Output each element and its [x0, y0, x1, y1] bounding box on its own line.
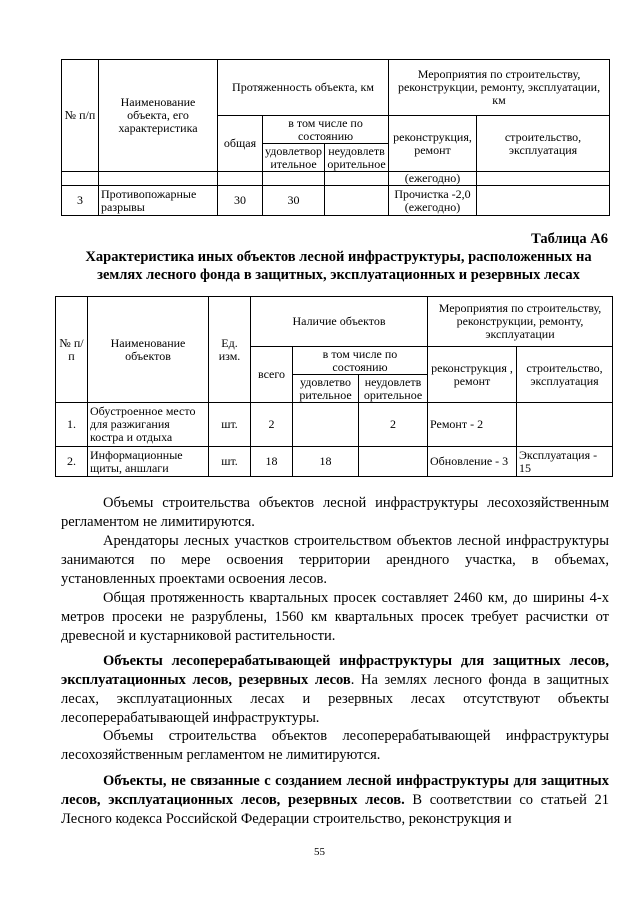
table-row: 1. Обустроенное место для разжигания костра и отдыха шт. 2 2 Ремонт - 2: [56, 403, 613, 447]
t1-head-num: № п/п: [62, 60, 99, 172]
paragraph-2: Арендаторы лесных участков строительством объектов лесной инфраструктуры занимаются по мере освоения территории арендного участка, в объемах, установленных проектами освоения лесов.: [61, 533, 609, 587]
t1-prev-recon: (ежегодно): [389, 172, 477, 186]
paragraph-4-heading: Объекты лесоперерабатывающей инфраструктуры для защитных лесов, эксплуатационных лесов, резервных лесов: [61, 653, 609, 688]
table-row: [62, 172, 610, 186]
t2-head-unit: Ед. изм.: [209, 297, 251, 403]
paragraph-4: [61, 652, 609, 728]
table-row: 2. Информационные щиты, аншлаги шт. 18 18 Обновление - 3 Эксплуатация - 15: [56, 447, 613, 477]
t2-head-recon: реконструкция , ремонт: [428, 347, 517, 403]
t1-head-incl: в том числе по состоянию: [263, 116, 389, 144]
t2-head-unsatisf: неудовлетв орительное: [359, 375, 428, 403]
t1-head-events: Мероприятия по строительству, реконструкции, ремонту, эксплуатации, км: [389, 60, 610, 116]
t2-head-events: Мероприятия по строительству, реконструкции, ремонту, эксплуатации: [428, 297, 613, 347]
t1-head-unsatisf: неудовлетв орительное: [325, 144, 389, 172]
paragraph-3: Общая протяженность квартальных просек составляет 2460 км, до ширины 4-х метров просеки не разрублены, 1560 км квартальных просек требует расчистки от древесной и кустарниковой растительности.: [61, 590, 609, 644]
t2-head-num: № п/п: [56, 297, 88, 403]
table-caption-title: Характеристика иных объектов лесной инфраструктуры, расположенных на землях лесного фонда в защитных, эксплуатационных и резервных лесах: [85, 249, 592, 283]
t2-head-build: строительство, эксплуатация: [517, 347, 613, 403]
t2-head-avail: Наличие объектов: [251, 297, 428, 347]
paragraph-6-text: В соответствии со статьей 21 Лесного кодекса Российской Федерации строительство, реконструкция и: [61, 792, 609, 827]
paragraph-6-heading: Объекты, не связанные с созданием лесной инфраструктуры для защитных лесов, эксплуатационных лесов, резервных лесов.: [61, 773, 609, 808]
t1-head-name: Наименование объекта, его характеристика: [99, 60, 218, 172]
t2-head-total: всего: [251, 347, 293, 403]
table-forest-roads: [61, 59, 610, 216]
table-other-infrastructure: [55, 296, 613, 477]
table-row: 3 Противопожарные разрывы 30 30 Прочистка -2,0 (ежегодно): [62, 186, 610, 216]
paragraph-5: Объемы строительства объектов лесоперерабатывающей инфраструктуры лесохозяйственным регламентом не лимитируются.: [61, 728, 609, 763]
t2-head-satisf: удовлетво рительное: [293, 375, 359, 403]
paragraph-4-text: . На землях лесного фонда в защитных лесах, эксплуатационных лесах и резервных лесах отсутствуют объекты лесоперерабатывающей инфраструктуры.: [61, 672, 609, 726]
t1-head-satisf: удовлетвор ительное: [263, 144, 325, 172]
t1-head-recon: реконструкция, ремонт: [389, 116, 477, 172]
paragraph-6: [61, 772, 609, 829]
paragraph-1: Объемы строительства объектов лесной инфраструктуры лесохозяйственным регламентом не лимитируются.: [61, 495, 609, 530]
table-caption-label: Таблица А6: [531, 231, 608, 247]
t1-head-total: общая: [218, 116, 263, 172]
t1-head-build: строительство, эксплуатация: [477, 116, 610, 172]
t2-head-incl: в том числе по состоянию: [293, 347, 428, 375]
page-number: 55: [314, 846, 325, 858]
t2-head-name: Наименование объектов: [88, 297, 209, 403]
t1-head-length: Протяженность объекта, км: [218, 60, 389, 116]
